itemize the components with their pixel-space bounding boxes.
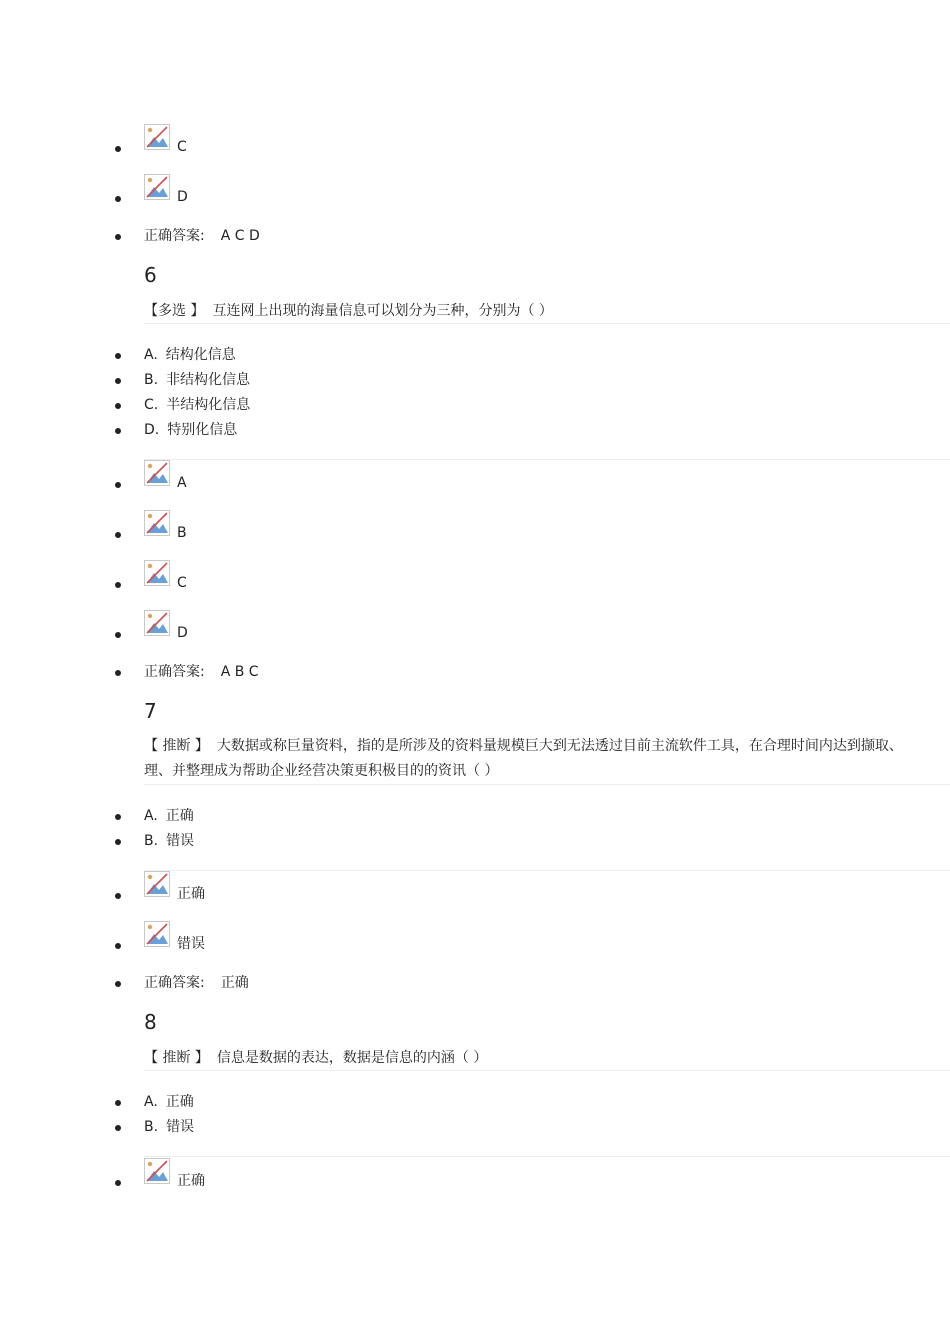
image-option-label: 正确	[177, 886, 205, 902]
question-type-tag: 【多选 】	[144, 303, 205, 319]
bullet	[115, 670, 121, 676]
correct-answer-label: 正确答案:	[144, 975, 205, 991]
broken-image-icon	[144, 560, 170, 586]
option-text: 错误	[166, 833, 195, 849]
option-text: 非结构化信息	[166, 372, 251, 388]
bullet	[115, 196, 121, 202]
image-option-label: 正确	[177, 1173, 205, 1189]
bullet	[115, 582, 121, 588]
divider	[144, 1156, 950, 1157]
option-content	[144, 346, 236, 364]
correct-answer-value: A C D	[220, 228, 260, 244]
divider	[144, 459, 950, 460]
image-option-label: C	[177, 139, 187, 155]
broken-image-icon	[144, 921, 170, 947]
bullet	[115, 943, 121, 949]
question-text	[144, 1046, 950, 1071]
option-content	[144, 832, 194, 850]
bullet	[115, 1125, 121, 1131]
option-key: B.	[144, 1119, 159, 1135]
broken-image-icon	[144, 871, 170, 897]
correct-answer-label: 正确答案:	[144, 228, 205, 244]
option-key: D.	[144, 422, 160, 438]
image-option-label: D	[177, 189, 188, 205]
image-option-label: A	[177, 475, 187, 491]
broken-image-icon	[144, 610, 170, 636]
correct-answer-value: A B C	[220, 664, 259, 680]
bullet	[115, 1180, 121, 1186]
question-stem-line1: 大数据或称巨量资料，指的是所涉及的资料量规模巨大到无法透过目前主流软件工具，在合理时间内达到撷取、	[216, 738, 903, 754]
bullet	[115, 814, 121, 820]
bullet	[115, 403, 121, 409]
question-stem: 互连网上出现的海量信息可以划分为三种，分别为（ ）	[212, 303, 553, 319]
broken-image-icon	[144, 124, 170, 150]
image-option-label: C	[177, 575, 187, 591]
correct-answer-label: 正确答案:	[144, 664, 205, 680]
option-key: B.	[144, 833, 159, 849]
divider	[144, 784, 950, 785]
image-option-label: B	[177, 525, 187, 541]
correct-answer-value: 正确	[220, 975, 249, 991]
bullet	[115, 1100, 121, 1106]
option-content	[144, 371, 250, 389]
option-content	[144, 1118, 194, 1136]
divider	[144, 323, 950, 324]
option-text: 半结构化信息	[166, 397, 251, 413]
question-number: 6	[144, 263, 157, 287]
bullet	[115, 378, 121, 384]
question-type-tag: 【 推断 】	[144, 1050, 209, 1066]
correct-answer	[144, 974, 249, 992]
broken-image-icon	[144, 174, 170, 200]
broken-image-icon	[144, 510, 170, 536]
option-content	[144, 421, 237, 439]
bullet	[115, 353, 121, 359]
question-text	[144, 299, 950, 324]
option-text: 正确	[165, 1094, 194, 1110]
question-number: 7	[144, 699, 157, 723]
image-option-label: D	[177, 625, 188, 641]
option-text: 正确	[165, 808, 194, 824]
option-content	[144, 807, 194, 825]
option-text: 结构化信息	[165, 347, 236, 363]
bullet	[115, 234, 121, 240]
bullet	[115, 893, 121, 899]
question-number: 8	[144, 1010, 157, 1034]
option-text: 错误	[166, 1119, 195, 1135]
option-key: A.	[144, 808, 158, 824]
correct-answer	[144, 663, 259, 681]
broken-image-icon	[144, 460, 170, 486]
divider	[144, 1070, 950, 1071]
question-stem: 信息是数据的表达，数据是信息的内涵（ ）	[216, 1050, 488, 1066]
bullet	[115, 532, 121, 538]
option-text: 特别化信息	[167, 422, 238, 438]
bullet	[115, 839, 121, 845]
bullet	[115, 146, 121, 152]
option-key: A.	[144, 347, 158, 363]
option-content	[144, 396, 250, 414]
option-content	[144, 1093, 194, 1111]
bullet	[115, 981, 121, 987]
question-type-tag: 【 推断 】	[144, 738, 209, 754]
option-key: A.	[144, 1094, 158, 1110]
option-key: B.	[144, 372, 159, 388]
bullet	[115, 428, 121, 434]
bullet	[115, 632, 121, 638]
image-option-label: 错误	[177, 936, 205, 952]
correct-answer	[144, 227, 260, 245]
option-key: C.	[144, 397, 159, 413]
question-text	[144, 734, 950, 759]
divider	[144, 870, 950, 871]
broken-image-icon	[144, 1158, 170, 1184]
bullet	[115, 482, 121, 488]
question-text-continued	[144, 759, 950, 784]
question-stem-line2: 理、并整理成为帮助企业经营决策更积极目的的资讯（ ）	[144, 763, 499, 779]
